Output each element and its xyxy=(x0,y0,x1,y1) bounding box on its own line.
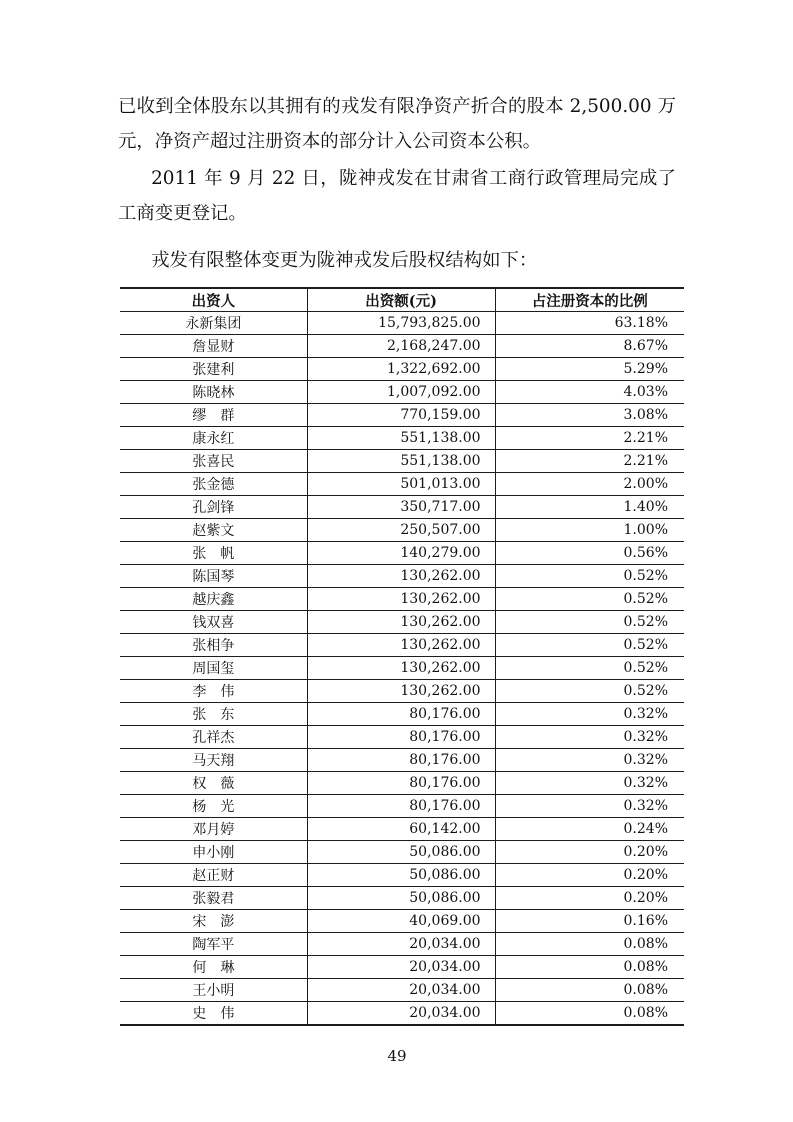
table-row xyxy=(120,473,684,496)
ratio-cell: 0.08% xyxy=(623,1005,668,1021)
investor-name-cell: 周国玺 xyxy=(120,657,307,680)
ratio-cell: 0.32% xyxy=(495,726,684,749)
investor-name-cell: 赵正财 xyxy=(120,864,307,887)
table-row xyxy=(120,749,684,772)
contribution-amount-cell: 80,176.00 xyxy=(307,749,495,772)
investor-name-cell: 张喜民 xyxy=(120,450,307,473)
table-row xyxy=(120,404,684,427)
table-row xyxy=(120,519,684,542)
ratio-cell: 0.20% xyxy=(495,841,684,864)
investor-name-cell: 陈晓林 xyxy=(120,381,307,404)
ratio-cell: 0.32% xyxy=(495,772,684,795)
investor-name-cell: 何 琳 xyxy=(120,956,307,979)
ratio-cell: 0.32% xyxy=(495,703,684,726)
contribution-amount-cell: 20,034.00 xyxy=(307,956,495,979)
ratio-cell: 0.20% xyxy=(495,887,684,910)
table-row xyxy=(120,427,684,450)
investor-name-cell: 张建利 xyxy=(120,358,307,381)
ratio-cell: 1.40% xyxy=(495,496,684,519)
ratio-cell: 1.00% xyxy=(495,519,684,542)
investor-name-cell: 永新集团 xyxy=(120,312,307,335)
investor-name-cell: 权 薇 xyxy=(120,772,307,795)
contribution-amount-cell: 50,086.00 xyxy=(307,841,495,864)
contribution-amount-cell: 60,142.00 xyxy=(307,818,495,841)
investor-name-cell: 邓月婷 xyxy=(120,818,307,841)
contribution-amount-cell: 130,262.00 xyxy=(307,634,495,657)
investor-name-cell: 马天翔 xyxy=(120,749,307,772)
investor-name-cell: 李 伟 xyxy=(120,680,307,703)
table-row xyxy=(120,910,684,933)
investor-name-cell: 钱双喜 xyxy=(120,611,307,634)
ratio-cell: 0.52% xyxy=(495,634,684,657)
contribution-amount-cell: 130,262.00 xyxy=(307,565,495,588)
contribution-amount-cell: 20,034.00 xyxy=(307,1002,495,1026)
ratio-cell: 0.52% xyxy=(495,588,684,611)
contribution-amount-cell: 130,262.00 xyxy=(307,588,495,611)
table-row xyxy=(120,772,684,795)
ratio-cell: 0.32% xyxy=(495,749,684,772)
investor-name-cell: 张毅君 xyxy=(120,887,307,910)
contribution-amount-cell: 80,176.00 xyxy=(307,795,495,818)
contribution-amount-cell: 80,176.00 xyxy=(307,703,495,726)
ratio-cell: 0.20% xyxy=(495,864,684,887)
table-row xyxy=(120,588,684,611)
investor-name-cell: 史 伟 xyxy=(120,1002,307,1026)
table-row xyxy=(120,542,684,565)
investor-name-cell: 孔剑锋 xyxy=(120,496,307,519)
ratio-cell: 0.16% xyxy=(495,910,684,933)
table-row xyxy=(120,680,684,703)
table-row xyxy=(120,312,684,335)
contribution-amount-cell: 20,034.00 xyxy=(307,933,495,956)
table-row xyxy=(120,450,684,473)
contribution-amount-cell: 130,262.00 xyxy=(307,657,495,680)
contribution-amount-cell: 50,086.00 xyxy=(307,887,495,910)
contribution-amount-cell: 140,279.00 xyxy=(307,542,495,565)
table-row xyxy=(120,335,684,358)
ratio-cell: 4.03% xyxy=(495,381,684,404)
contribution-amount-cell: 250,507.00 xyxy=(307,519,495,542)
investor-name-cell: 詹显财 xyxy=(120,335,307,358)
contribution-amount-cell: 501,013.00 xyxy=(307,473,495,496)
body-paragraph-1: 已收到全体股东以其拥有的戎发有限净资产折合的股本 2,500.00 万元，净资产超过注册资本的部分计入公司资本公积。 xyxy=(118,96,676,152)
table-row xyxy=(120,358,684,381)
investor-name-cell: 王小明 xyxy=(120,979,307,1002)
ratio-cell: 0.52% xyxy=(495,680,684,703)
ratio-cell: 0.52% xyxy=(495,657,684,680)
contribution-amount-cell: 130,262.00 xyxy=(307,680,495,703)
investor-name-cell: 张金德 xyxy=(120,473,307,496)
ratio-cell: 63.18% xyxy=(495,312,684,335)
ratio-cell: 5.29% xyxy=(495,358,684,381)
investor-name-cell: 赵紫文 xyxy=(120,519,307,542)
header-investor: 出资人 xyxy=(120,288,307,312)
contribution-amount-cell: 80,176.00 xyxy=(307,772,495,795)
ratio-cell: 2.21% xyxy=(495,450,684,473)
contribution-amount-cell: 350,717.00 xyxy=(307,496,495,519)
investor-name-cell: 越庆鑫 xyxy=(120,588,307,611)
investor-name-cell: 陈国琴 xyxy=(120,565,307,588)
contribution-amount-cell: 80,176.00 xyxy=(307,726,495,749)
contribution-amount-cell: 130,262.00 xyxy=(307,611,495,634)
table-row xyxy=(120,933,684,956)
investor-name-cell: 杨 光 xyxy=(120,795,307,818)
contribution-amount-cell: 15,793,825.00 xyxy=(307,312,495,335)
ratio-cell: 0.52% xyxy=(495,611,684,634)
table-row xyxy=(120,726,684,749)
ratio-cell: 0.24% xyxy=(495,818,684,841)
ratio-cell: 3.08% xyxy=(495,404,684,427)
ratio-cell: 0.56% xyxy=(495,542,684,565)
investor-name-cell: 宋 澎 xyxy=(120,910,307,933)
contribution-amount-cell: 551,138.00 xyxy=(307,427,495,450)
table-row xyxy=(120,703,684,726)
ratio-cell: 0.32% xyxy=(495,795,684,818)
table-row xyxy=(120,381,684,404)
table-row xyxy=(120,657,684,680)
contribution-amount-cell: 2,168,247.00 xyxy=(307,335,495,358)
contribution-amount-cell: 1,007,092.00 xyxy=(307,381,495,404)
table-row xyxy=(120,887,684,910)
investor-name-cell: 张相争 xyxy=(120,634,307,657)
body-paragraph-3: 戎发有限整体变更为陇神戎发后股权结构如下： xyxy=(151,250,538,271)
table-row xyxy=(120,1002,684,1026)
table-header-row xyxy=(120,288,684,312)
ratio-cell: 0.08% xyxy=(495,933,684,956)
contribution-amount-cell: 50,086.00 xyxy=(307,864,495,887)
table-row xyxy=(120,634,684,657)
contribution-amount-cell: 1,322,692.00 xyxy=(307,358,495,381)
investor-name-cell: 张 东 xyxy=(120,703,307,726)
investor-name-cell: 陶军平 xyxy=(120,933,307,956)
table-row xyxy=(120,841,684,864)
table-row xyxy=(120,496,684,519)
ratio-cell: 8.67% xyxy=(495,335,684,358)
contribution-amount-cell: 770,159.00 xyxy=(307,404,495,427)
contribution-amount-cell: 40,069.00 xyxy=(307,910,495,933)
ratio-cell: 0.08% xyxy=(495,979,684,1002)
table-row xyxy=(120,795,684,818)
equity-structure-table xyxy=(120,287,684,1026)
investor-name-cell: 张 帆 xyxy=(120,542,307,565)
contribution-amount-cell: 551,138.00 xyxy=(307,450,495,473)
header-contribution-amount: 出资额(元) xyxy=(307,288,495,312)
ratio-cell: 0.08% xyxy=(495,956,684,979)
page-number: 49 xyxy=(387,1047,407,1065)
table-row xyxy=(120,979,684,1002)
table-row xyxy=(120,611,684,634)
table-row xyxy=(120,956,684,979)
table-row xyxy=(120,818,684,841)
ratio-cell: 2.00% xyxy=(495,473,684,496)
investor-name-cell: 康永红 xyxy=(120,427,307,450)
table-row xyxy=(120,864,684,887)
ratio-cell: 0.52% xyxy=(495,565,684,588)
investor-name-cell: 缪 群 xyxy=(120,404,307,427)
investor-name-cell: 申小刚 xyxy=(120,841,307,864)
header-registered-capital-ratio: 占注册资本的比例 xyxy=(495,288,684,312)
body-paragraph-2: 2011 年 9 月 22 日，陇神戎发在甘肃省工商行政管理局完成了工商变更登记。 xyxy=(118,168,676,224)
ratio-cell: 2.21% xyxy=(495,427,684,450)
investor-name-cell: 孔祥杰 xyxy=(120,726,307,749)
table-row xyxy=(120,565,684,588)
contribution-amount-cell: 20,034.00 xyxy=(307,979,495,1002)
